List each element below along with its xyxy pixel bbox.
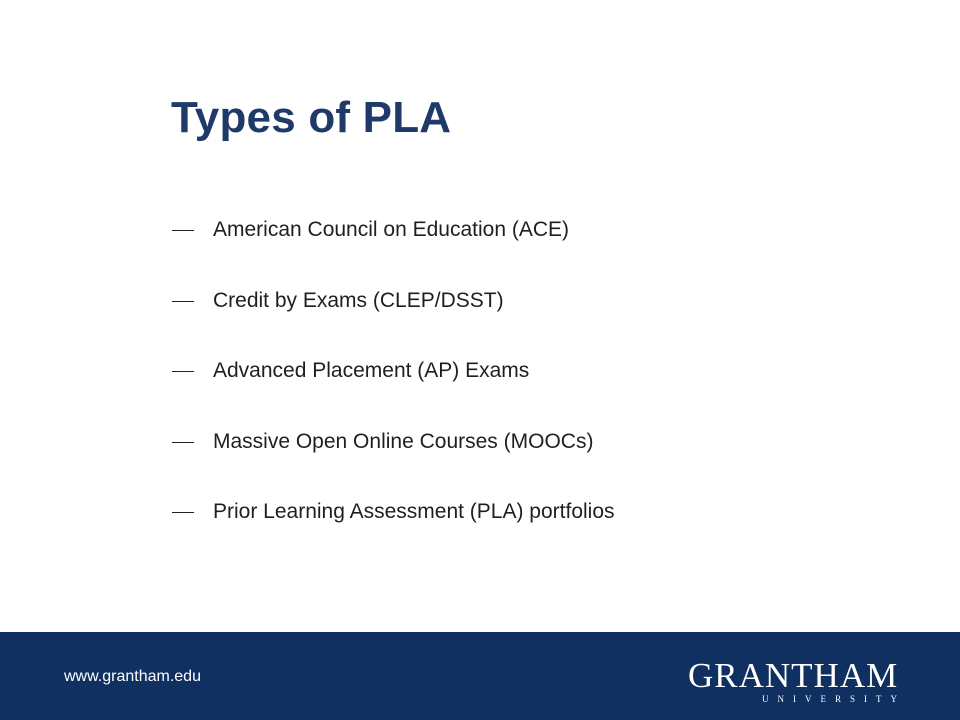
bullet-text: Massive Open Online Courses (MOOCs): [213, 429, 594, 453]
logo-subtitle: UNIVERSITY: [762, 694, 906, 704]
bullet-text: Credit by Exams (CLEP/DSST): [213, 288, 504, 312]
grantham-logo: [688, 656, 906, 706]
dash-bullet-icon: [172, 442, 194, 443]
footer-bar: [0, 632, 960, 720]
dash-bullet-icon: [172, 371, 194, 372]
bullet-item: [172, 353, 615, 389]
bullet-text: American Council on Education (ACE): [213, 218, 569, 241]
bullet-item: [172, 424, 615, 460]
slide-title: Types of PLA: [171, 93, 452, 142]
bullet-list: [172, 212, 615, 565]
dash-bullet-icon: [172, 512, 194, 513]
footer-url[interactable]: www.grantham.edu: [64, 668, 201, 685]
bullet-text: Advanced Placement (AP) Exams: [213, 359, 530, 382]
bullet-item: [172, 212, 615, 248]
bullet-item: [172, 494, 615, 530]
dash-bullet-icon: [172, 301, 194, 302]
bullet-text: Prior Learning Assessment (PLA) portfolios: [213, 500, 615, 523]
bullet-item: [172, 283, 615, 319]
logo-wordmark: GRANTHAM: [688, 656, 899, 695]
dash-bullet-icon: [172, 230, 194, 231]
